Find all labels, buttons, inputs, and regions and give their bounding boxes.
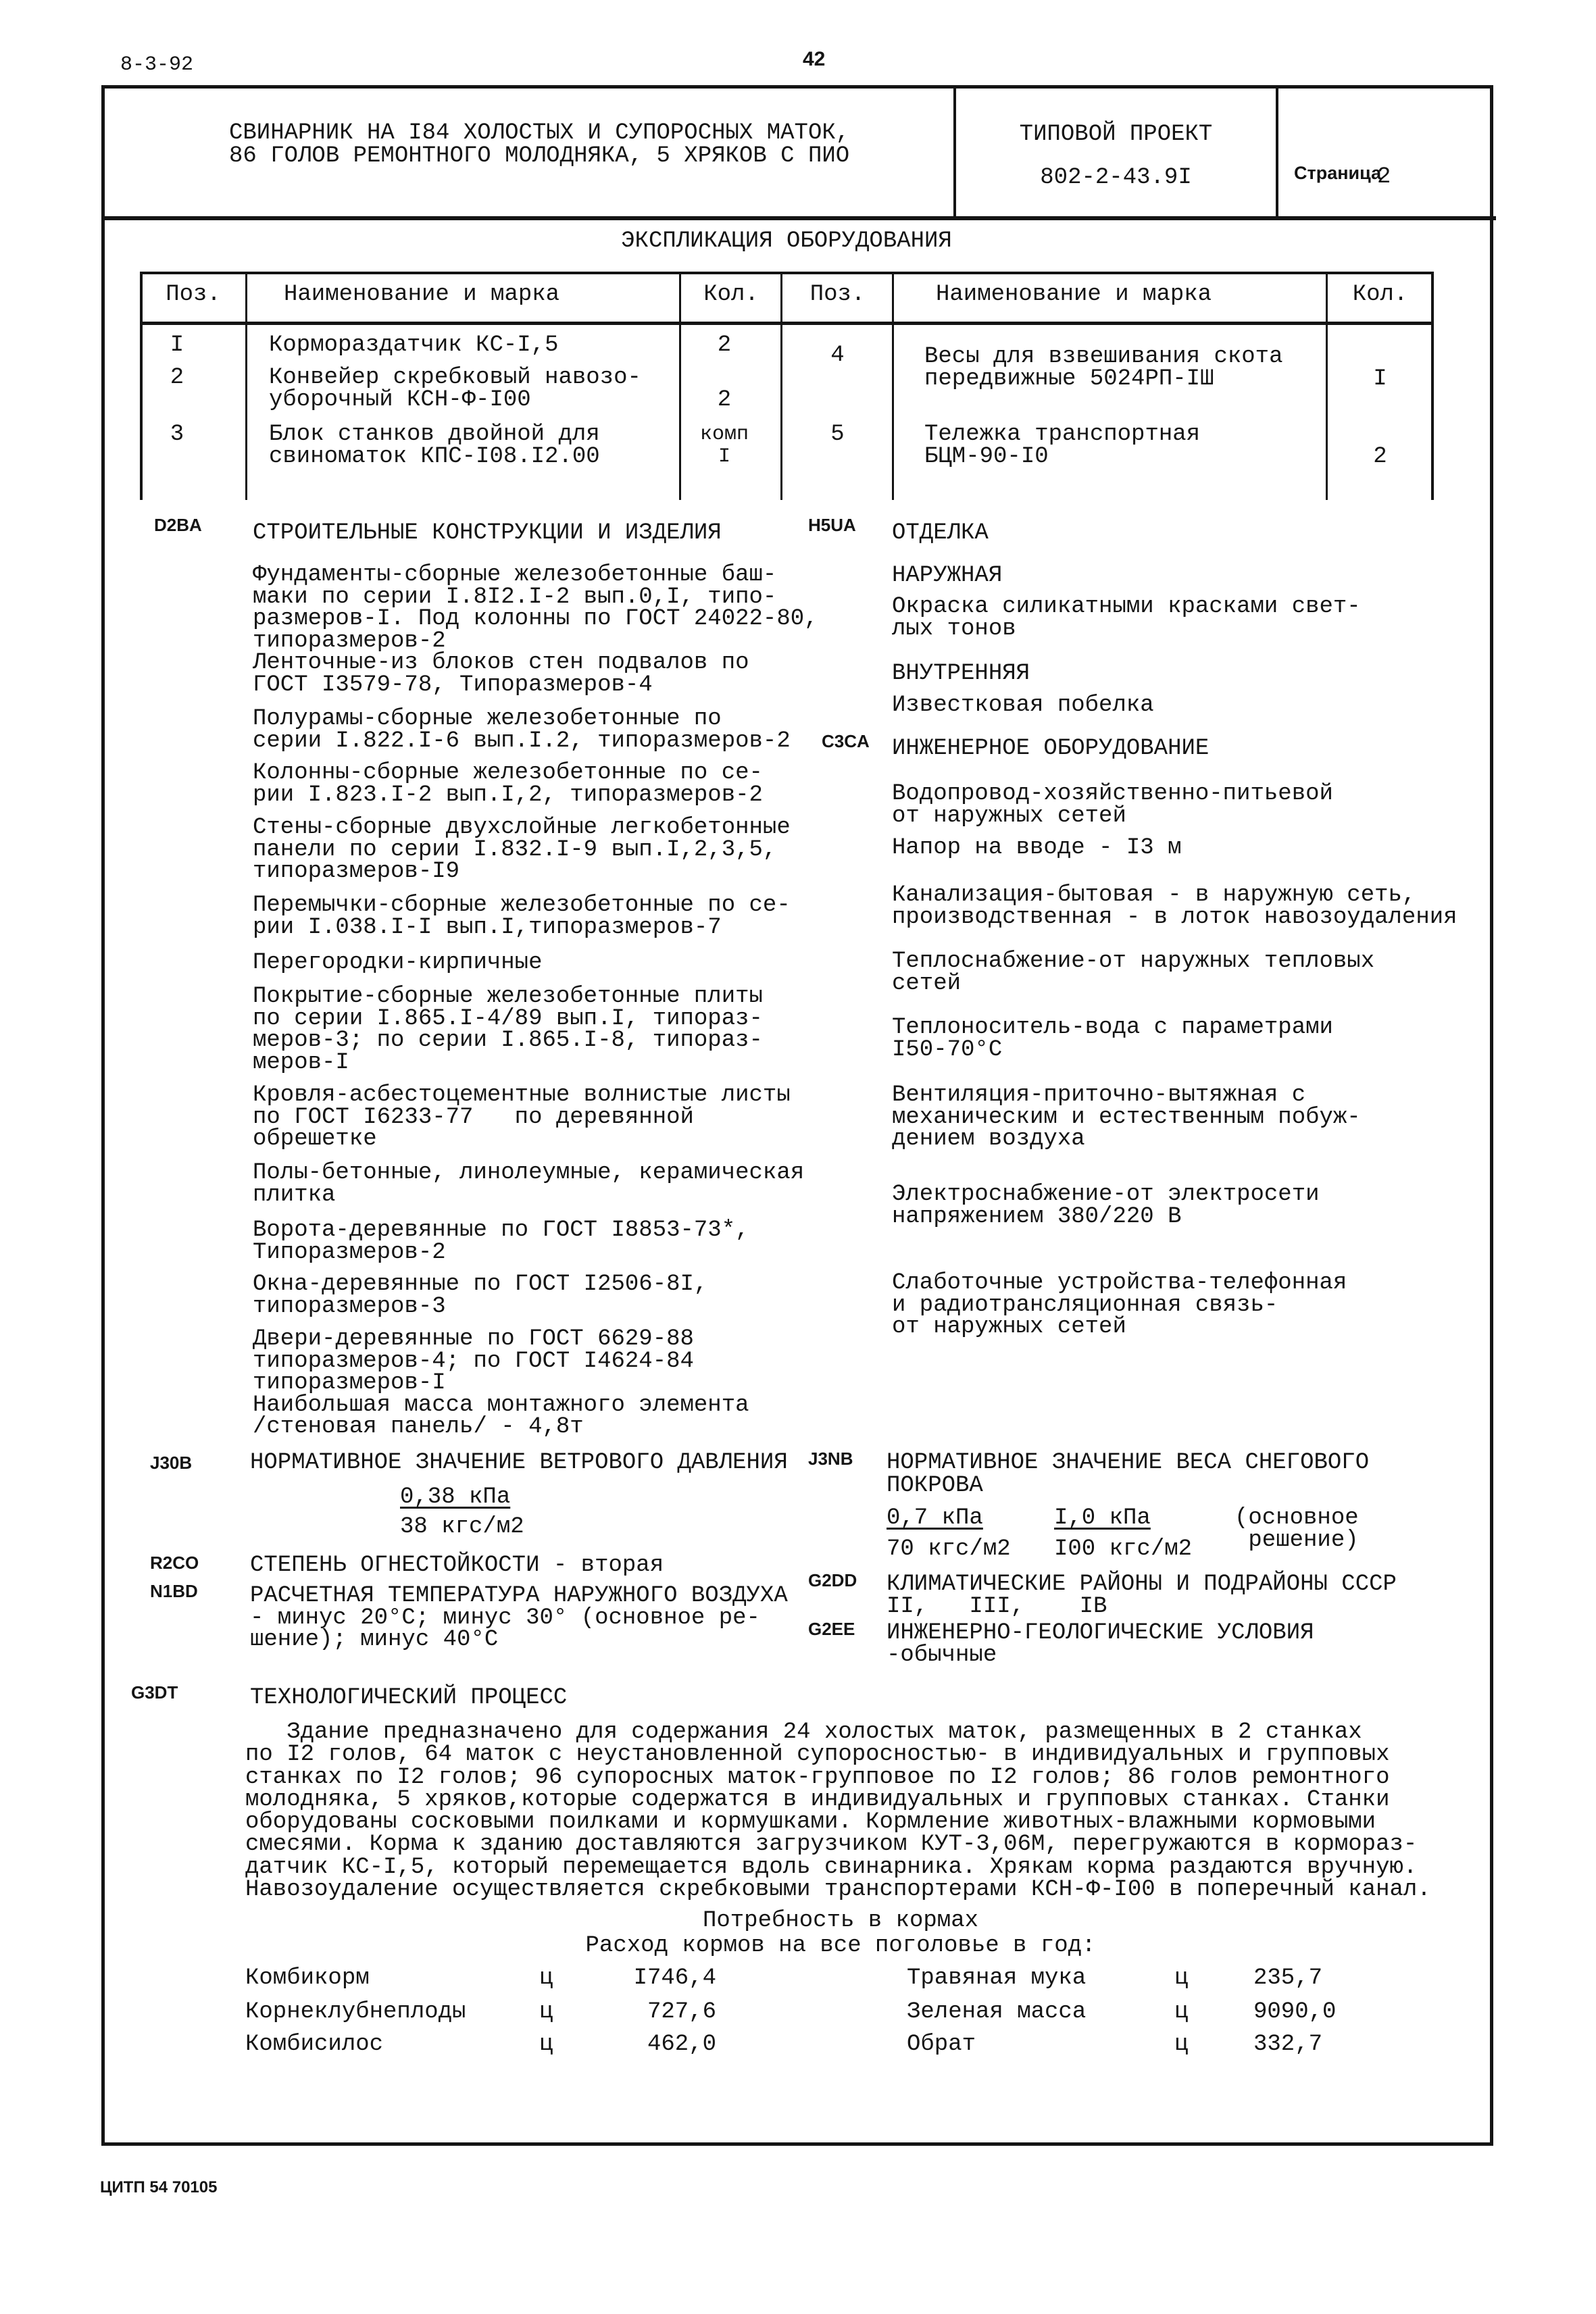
construction-item: Перемычки-сборные железобетонные по се- рии I.038.I-I вып.I,типоразмеров-7 [253, 892, 791, 940]
section-code: N1BD [150, 1581, 198, 1601]
col-header-qty: Кол. [703, 282, 759, 307]
row-pos: I [170, 332, 184, 358]
finishing-outer-label: НАРУЖНАЯ [892, 563, 1003, 588]
col-header-pos: Поз. [809, 282, 866, 307]
section-code: G2DD [808, 1570, 857, 1590]
row-pos: 4 [830, 343, 845, 368]
engineering-item: Электроснабжение-от электросети напряжением 380/220 В [892, 1182, 1320, 1230]
feed-unit: ц [539, 2032, 553, 2057]
construction-item: Перегородки-кирпичные [253, 950, 543, 976]
wind-title: НОРМАТИВНОЕ ЗНАЧЕНИЕ ВЕТРОВОГО ДАВЛЕНИЯ [250, 1450, 788, 1476]
engineering-item: Слаботочные устройства-телефонная и радиотрансляционная связь- от наружных сетей [892, 1270, 1347, 1340]
row-qty: 2 [1373, 444, 1387, 470]
engineering-item: Водопровод-хозяйственно-питьевой от наружных сетей [892, 781, 1333, 829]
feed-name: Корнеклубнеплоды [245, 1999, 466, 2025]
feed-subtitle: Расход кормов на все поголовье в год: [585, 1933, 1096, 1959]
snow-kgs-1: 70 кгс/м2 [887, 1536, 1011, 1562]
feed-value: 9090,0 [1253, 1999, 1337, 2025]
section-code: J3NB [808, 1449, 853, 1469]
engineering-item: Напор на вводе - I3 м [892, 835, 1182, 861]
engineering-item: Теплоснабжение-от наружных тепловых сетей [892, 949, 1375, 997]
process-title: ТЕХНОЛОГИЧЕСКИЙ ПРОЦЕСС [250, 1685, 568, 1711]
page-number: 42 [803, 48, 826, 70]
climate-regions: КЛИМАТИЧЕСКИЕ РАЙОНЫ И ПОДРАЙОНЫ СССР II, III, IВ [887, 1571, 1397, 1619]
feed-value: 235,7 [1253, 1965, 1323, 1991]
section-code: D2BA [154, 515, 202, 535]
construction-item: Двери-деревянные по ГОСТ 6629-88 типоразмеров-4; по ГОСТ I4624-84 типоразмеров-I Наибольшая масса монтажного элемента /стеновая панель/ - 4,8т [253, 1326, 749, 1440]
feed-value: 332,7 [1253, 2032, 1323, 2057]
section-title-engineering: ИНЖЕНЕРНОЕ ОБОРУДОВАНИЕ [892, 736, 1210, 761]
finishing-inner-label: ВНУТРЕННЯЯ [892, 661, 1030, 686]
feed-value: 727,6 [647, 1999, 716, 2025]
header-divider [101, 216, 1496, 220]
feed-unit: ц [1174, 1965, 1189, 1991]
row-name: Кормораздатчик КС-I,5 [269, 332, 559, 358]
construction-item: Кровля-асбестоцементные волнистые листы по ГОСТ I6233-77 по деревянной обрешетке [253, 1082, 791, 1153]
snow-title: НОРМАТИВНОЕ ЗНАЧЕНИЕ ВЕСА СНЕГОВОГО ПОКРОВА [887, 1450, 1370, 1499]
equipment-title: ЭКСПЛИКАЦИЯ ОБОРУДОВАНИЯ [621, 228, 952, 254]
row-qty: I [1373, 366, 1387, 392]
document-code: 8-3-92 [120, 53, 194, 76]
snow-kgs-2: I00 кгс/м2 [1054, 1536, 1193, 1562]
feed-unit: ц [1174, 1999, 1189, 2025]
feed-name: Обрат [907, 2032, 976, 2057]
feed-unit: ц [539, 1965, 553, 1991]
feed-name: Травяная мука [907, 1965, 1087, 1991]
construction-item: Полы-бетонные, линолеумные, керамическая плитка [253, 1160, 805, 1208]
section-title-finishing: ОТДЕЛКА [892, 520, 989, 546]
row-pos: 2 [170, 365, 184, 391]
feed-name: Комбисилос [245, 2032, 384, 2057]
snow-kpa-2: I,0 кПа [1054, 1505, 1151, 1531]
wind-kgs: 38 кгс/м2 [400, 1514, 524, 1540]
construction-item: Покрытие-сборные железобетонные плиты по серии I.865.I-4/89 вып.I, типораз- меров-3; по серии I.865.I-8, типораз- меров-I [253, 984, 763, 1076]
engineering-item: Теплоноситель-вода с параметрами I50-70°C [892, 1015, 1333, 1063]
engineering-item: Канализация-бытовая - в наружную сеть, производственная - в лоток навозоудаления [892, 882, 1457, 930]
row-name: Конвейер скребковый навозо- уборочный КСН-Ф-I00 [269, 365, 641, 413]
section-code: G3DT [131, 1682, 178, 1703]
row-name: Блок станков двойной для свиноматок КПС-I08.I2.00 [269, 422, 600, 470]
page-label: Страница [1294, 163, 1382, 183]
feed-value: I746,4 [633, 1965, 716, 1991]
construction-item: Колонны-сборные железобетонные по се- рии I.823.I-2 вып.I,2, типоразмеров-2 [253, 760, 763, 808]
finishing-outer-text: Окраска силикатными красками свет- лых тонов [892, 594, 1361, 642]
row-name: Тележка транспортная БЦМ-90-I0 [924, 422, 1201, 470]
col-header-name: Наименование и марка [284, 282, 560, 307]
col-header-name: Наименование и марка [936, 282, 1212, 307]
section-code: H5UA [808, 515, 856, 535]
section-code: R2CO [150, 1553, 199, 1573]
section-code: G2EE [808, 1619, 855, 1639]
wind-kpa: 0,38 кПа [400, 1484, 511, 1510]
feed-title: Потребность в кормах [702, 1908, 979, 1934]
page-value: 2 [1377, 164, 1391, 190]
fire-resistance: СТЕПЕНЬ ОГНЕСТОЙКОСТИ - вторая [250, 1553, 664, 1578]
row-qty: комп I [699, 423, 749, 468]
construction-item: Окна-деревянные по ГОСТ I2506-8I, типоразмеров-3 [253, 1272, 708, 1319]
section-code: C3CA [822, 731, 870, 751]
outdoor-temperature: РАСЧЕТНАЯ ТЕМПЕРАТУРА НАРУЖНОГО ВОЗДУХА - минус 20°C; минус 30° (основное ре- шение); минус 40°C [250, 1583, 788, 1653]
snow-note: (основное решение) [1235, 1505, 1359, 1553]
construction-item: Стены-сборные двухслойные легкобетонные панели по серии I.832.I-9 вып.I,2,3,5, типоразмеров-I9 [253, 815, 791, 885]
geology-conditions: ИНЖЕНЕРНО-ГЕОЛОГИЧЕСКИЕ УСЛОВИЯ -обычные [887, 1620, 1314, 1668]
feed-unit: ц [1174, 2032, 1189, 2057]
project-number: 802-2-43.9I [1040, 165, 1192, 191]
feed-name: Комбикорм [245, 1965, 370, 1991]
col-header-qty: Кол. [1352, 282, 1408, 307]
row-pos: 3 [170, 422, 184, 447]
row-qty: 2 [717, 332, 732, 358]
project-title: СВИНАРНИК НА I84 ХОЛОСТЫХ И СУПОРОСНЫХ МАТОК, 86 ГОЛОВ РЕМОНТНОГО МОЛОДНЯКА, 5 ХРЯКОВ С ПИО [229, 120, 850, 169]
feed-value: 462,0 [647, 2032, 716, 2057]
section-code: J30B [150, 1453, 193, 1473]
section-title-construction: СТРОИТЕЛЬНЫЕ КОНСТРУКЦИИ И ИЗДЕЛИЯ [253, 520, 722, 546]
construction-item: Ворота-деревянные по ГОСТ I8853-73*, Типоразмеров-2 [253, 1217, 749, 1265]
col-header-pos: Поз. [166, 282, 221, 307]
row-pos: 5 [830, 422, 845, 447]
snow-kpa-1: 0,7 кПа [887, 1505, 983, 1531]
finishing-inner-text: Известковая побелка [892, 693, 1154, 718]
construction-item: Фундаменты-сборные железобетонные баш- маки по серии I.8I2.I-2 вып.0,I, типо- размеров-I. Под колонны по ГОСТ 24022-80, типоразмеров-2 Ленточные-из блоков стен подвалов по ГОСТ I3579-78, Типоразмеров-4 [253, 562, 818, 698]
feed-name: Зеленая масса [907, 1999, 1087, 2025]
project-label: ТИПОВОЙ ПРОЕКТ [1019, 122, 1213, 147]
row-name: Весы для взвешивания скота передвижные 5024РП-IШ [924, 344, 1283, 392]
header-separator [953, 85, 956, 218]
construction-item: Полурамы-сборные железобетонные по серии I.822.I-6 вып.I.2, типоразмеров-2 [253, 706, 791, 754]
process-text: Здание предназначено для содержания 24 холостых маток, размещенных в 2 станках по I2 голов, 64 маток с неустановленной супоросностью- в индивидуальных и групповых станках по I2 голов; 96 супоросных маток-групповое по I2 голов; 86 голов ремонтного молодняка, 5 хряков,которые содержатся в индивидуальных и групповых станках. Станки оборудованы сосковыми поилками и кормушками. Кормление животных-влажными кормовыми смесями. Корма к зданию доставляются загрузчиком КУТ-3,06М, перегружаются в корморaз- датчик КС-I,5, который перемещается вдоль свинарника. Хрякам корма раздаются вручную. Навозоудаление осуществляется скребковыми транспортерами КСН-Ф-I00 в поперечный канал. [245, 1719, 1431, 1903]
footer-stamp: ЦИТП 54 70105 [100, 2178, 218, 2196]
engineering-item: Вентиляция-приточно-вытяжная с механическим и естественным побуж- дением воздуха [892, 1082, 1361, 1153]
header-separator [1276, 85, 1278, 218]
row-qty: 2 [717, 387, 732, 413]
feed-unit: ц [539, 1999, 553, 2025]
